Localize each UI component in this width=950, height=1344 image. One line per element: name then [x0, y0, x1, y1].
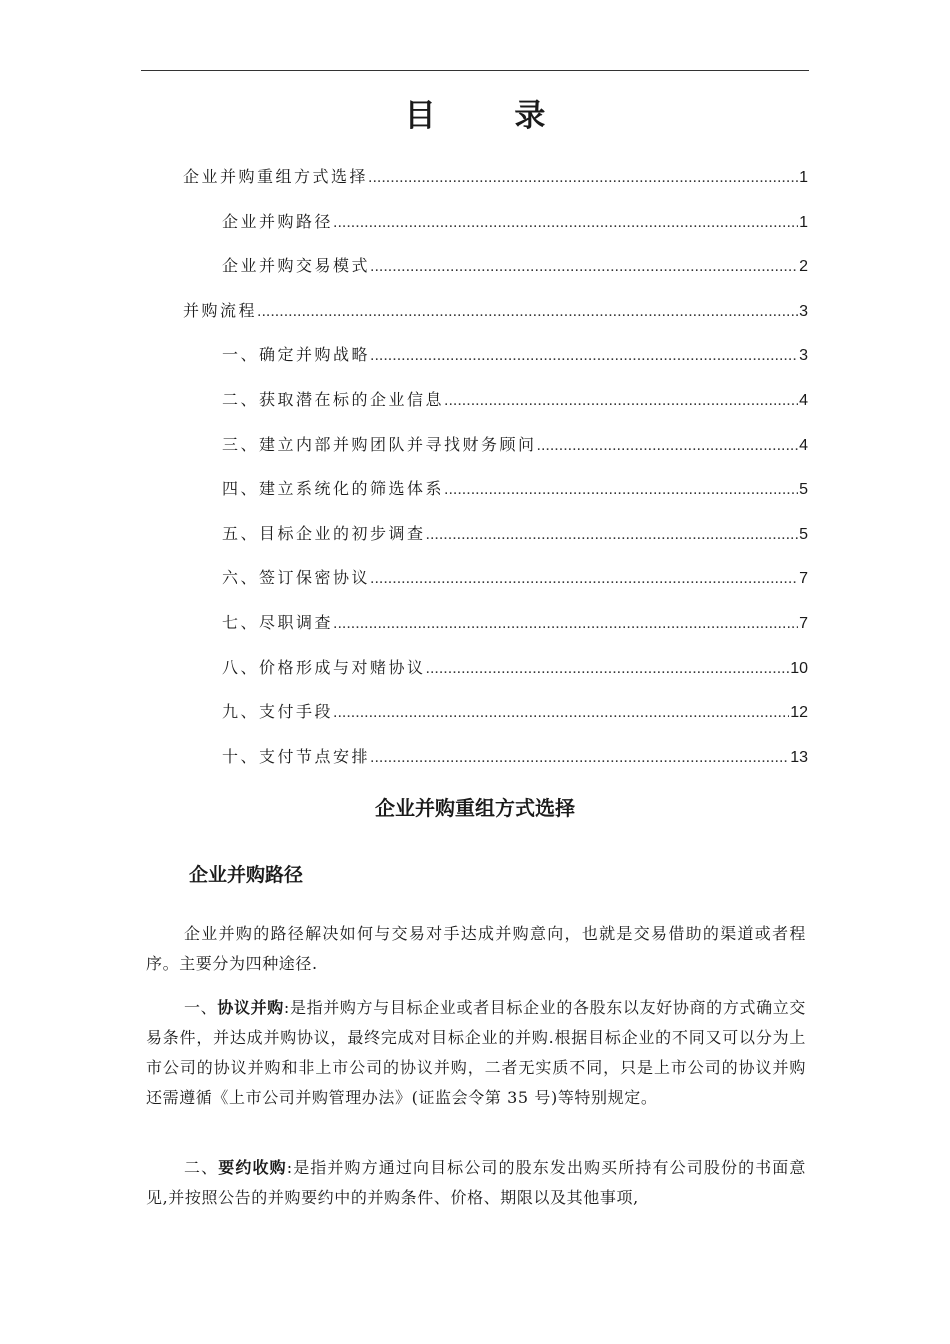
toc-entry[interactable]	[222, 744, 808, 774]
toc-entry-title: 六、签订保密协议	[222, 568, 371, 588]
toc-entry[interactable]	[222, 565, 808, 595]
toc-entry-page: 10	[790, 659, 808, 677]
toc-entry-page: 13	[790, 748, 808, 766]
toc-entry-page: 1	[799, 169, 808, 186]
toc-entry-page: 3	[799, 302, 808, 320]
toc-entry[interactable]	[222, 699, 808, 729]
toc-entry-title: 十、支付节点安排	[222, 746, 371, 766]
toc-entry-page: 7	[799, 570, 808, 588]
subsection-title: 企业并购路径	[189, 864, 304, 886]
toc-entry-title: 八、价格形成与对赌协议	[222, 657, 426, 677]
toc-entry[interactable]	[222, 521, 808, 551]
toc-leader-dots	[333, 615, 798, 633]
toc-entry[interactable]	[222, 655, 808, 685]
toc-entry[interactable]	[222, 432, 808, 462]
toc-leader-dots	[257, 303, 798, 321]
toc-entry-title: 企业并购路径	[222, 211, 334, 231]
item-prefix: 一、	[184, 998, 218, 1017]
item-term: 协议并购	[217, 998, 284, 1017]
toc-entry-title: 九、支付手段	[222, 702, 334, 722]
toc-leader-dots	[426, 660, 790, 678]
intro-paragraph: 企业并购的路径解决如何与交易对手达成并购意向，也就是交易借助的渠道或者程序。主要分为四种途径.	[146, 924, 806, 973]
toc-leader-dots	[333, 214, 798, 232]
toc-leader-dots	[370, 258, 798, 276]
toc-entry-title: 四、建立系统化的筛选体系	[222, 479, 445, 499]
toc-entry-title: 三、建立内部并购团队并寻找财务顾问	[222, 434, 537, 454]
toc-entry[interactable]	[222, 209, 808, 239]
toc-entry-title: 一、确定并购战略	[222, 345, 371, 365]
toc-entry-page: 5	[799, 525, 808, 543]
toc-entry-page: 3	[799, 347, 808, 365]
header-rule	[141, 70, 809, 71]
toc-leader-dots	[370, 749, 789, 767]
toc-title: 目 录	[404, 98, 580, 134]
toc-entry[interactable]	[183, 164, 808, 194]
toc-leader-dots	[426, 526, 799, 544]
tender-offer-paragraph	[146, 1153, 806, 1213]
toc-entry-title: 二、获取潜在标的企业信息	[222, 390, 445, 409]
toc-entry[interactable]	[183, 298, 808, 328]
toc-entry-title: 企业并购交易模式	[222, 256, 371, 276]
toc-entry[interactable]	[222, 610, 808, 640]
toc-leader-dots	[368, 169, 798, 187]
item-prefix: 二、	[184, 1158, 219, 1177]
toc-leader-dots	[370, 570, 798, 588]
toc-entry-title: 七、尽职调查	[222, 613, 334, 632]
toc-entry[interactable]	[222, 342, 808, 372]
item-body: :是指并购方通过向目标公司的股东发出购买所持有公司股份的书面意见,并按照公告的并购要约中的并购条件、价格、期限以及其他事项,	[146, 1158, 807, 1207]
toc-entry[interactable]	[222, 253, 808, 283]
toc-entry-title: 企业并购重组方式选择	[183, 167, 369, 186]
toc-entry-page: 1	[799, 213, 808, 231]
toc-leader-dots	[444, 481, 798, 499]
toc-entry-page: 2	[799, 258, 808, 276]
toc-entry-title: 并购流程	[183, 300, 258, 320]
toc-entry-title: 五、目标企业的初步调查	[222, 523, 426, 543]
toc-entry[interactable]	[222, 476, 808, 506]
toc-entry-page: 5	[799, 481, 808, 499]
toc-entry-page: 7	[799, 615, 808, 632]
toc-leader-dots	[444, 392, 798, 410]
toc-leader-dots	[333, 704, 789, 722]
toc-entry[interactable]	[222, 387, 808, 417]
toc-leader-dots	[537, 437, 799, 455]
toc-entry-page: 4	[799, 392, 808, 409]
toc-entry-page: 12	[790, 704, 808, 722]
toc-leader-dots	[370, 347, 798, 365]
agreement-acquisition-paragraph	[146, 993, 806, 1113]
item-term: 要约收购	[218, 1158, 287, 1177]
section-title: 企业并购重组方式选择	[375, 796, 575, 820]
toc-entry-page: 4	[799, 436, 808, 454]
item-body: :是指并购方与目标企业或者目标企业的各股东以友好协商的方式确立交易条件，并达成并购协议，最终完成对目标企业的并购.根据目标企业的不同又可以分为上市公司的协议并购和非上市公司的协议并购，二者无实质不同，只是上市公司的协议并购还需遵循《上市公司并购管理办法》(证监会令第 35 号)等特别规定。	[146, 998, 807, 1107]
